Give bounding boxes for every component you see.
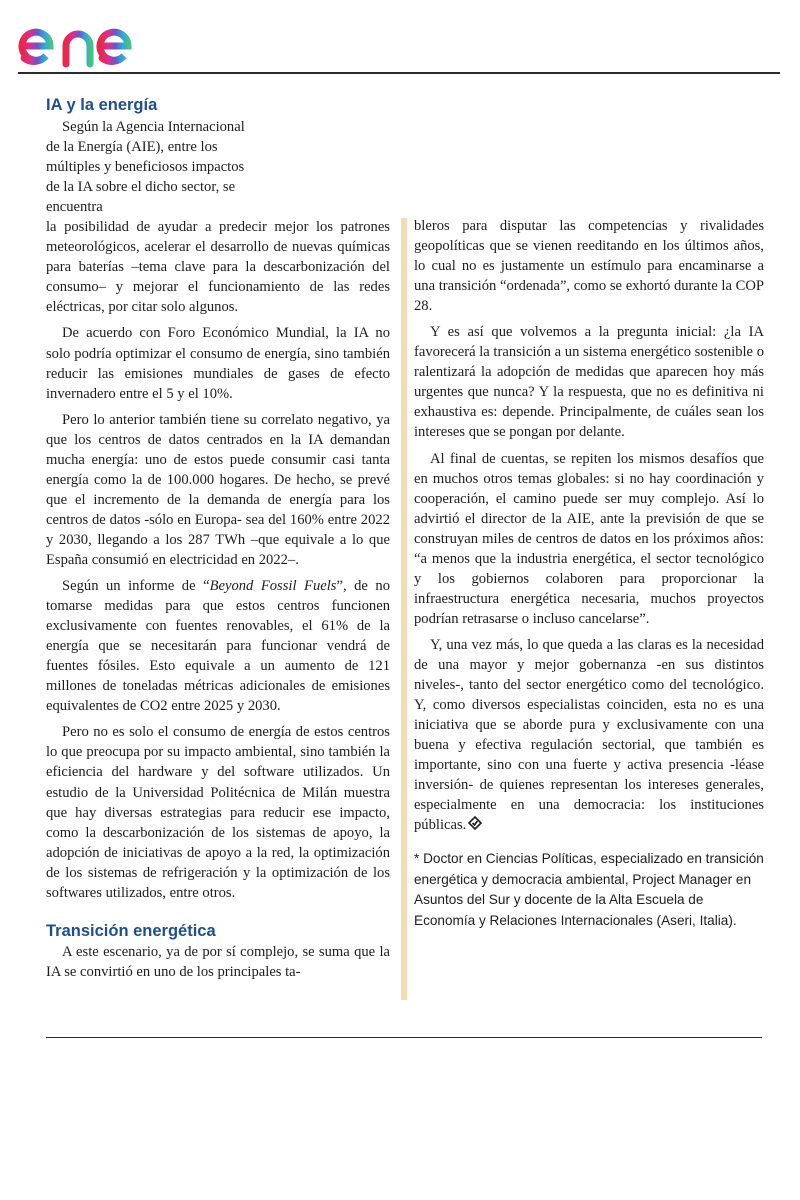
- paragraph-gobernanza-text: Y, una vez más, lo que queda a las claras es la necesidad de una mayor y mejor gobernanza -en sus distintos niveles-, tanto del sector energético como del tecnológico. Y, como diversos especialistas coinciden, esta no es una iniciativa que se aborde pura y exclusivamente con una buena y efectiva regulación sectorial, que también es importante, sino con una fuerte y activa presencia -léase inversión- de quienes representan los intereses generales, especialmente en una democracia: los instituciones públicas.: [414, 636, 764, 834]
- paragraph-desafios: Al final de cuentas, se repiten los mismos desafíos que en muchos otros temas globales: si no hay coordinación y cooperación, el camino puede ser muy complejo. Así lo advirtió el director de la AIE, ante la previsión de que se construyan miles de centros de datos en los próximos años: “a menos que la industria energética, el sector tecnológico y los gobiernos colaboren para proporcionar la infraestructura energética necesaria, muchos proyectos podrían retrasarse o incluso cancelarse”.: [414, 450, 764, 627]
- author-footnote: * Doctor en Ciencias Políticas, especializado en transición energética y democracia ambiental, Project Manager en Asuntos del Sur y docente de la Alta Escuela de Economía y Relaciones Internacionales (Aseri, Italia).: [414, 851, 764, 928]
- left-column: [46, 95, 390, 988]
- enel-logo: [16, 8, 172, 70]
- paragraph-beyond-fossil-fuels: [46, 576, 390, 716]
- right-column: [414, 216, 764, 931]
- section-heading-ia-energia: IA y la energía: [46, 96, 158, 114]
- paragraph-gobernanza: [414, 635, 764, 835]
- paragraph-foro-economico: De acuerdo con Foro Económico Mundial, la IA no solo podría optimizar el consumo de energía, sino también reducir las emisiones mundiales de gases de efecto invernadero entre el 5 y el 10%.: [46, 325, 390, 402]
- section-heading-transicion: Transición energética: [46, 921, 216, 940]
- paragraph-escenario: A este escenario, ya de por sí complejo, se suma que la IA se convirtió en uno de los principales ta-: [46, 943, 390, 980]
- footer-rule: [46, 1037, 762, 1038]
- paragraph-pregunta-inicial: Y es así que volvemos a la pregunta inicial: ¿la IA favorecerá la transición a un sistema energético sostenible o ralentizará la adopción de medidas que aparecen hoy más urgentes que nunca? Y la respuesta, que no es definitiva ni exhaustiva es: depende. Principalmente, de cuáles sean los intereses que se pongan por delante.: [414, 324, 764, 441]
- paragraph-tableros: bleros para disputar las competencias y rivalidades geopolíticas que se vienen reeditando en los últimos años, lo cual no es justamente un estímulo para encaminarse a una transición “ordenada”, como se exhortó durante la COP 28.: [414, 218, 764, 315]
- paragraph-eficiencia-hardware: Pero no es solo el consumo de energía de estos centros lo que preocupa por su impacto ambiental, sino también la eficiencia del hardware y del software utilizados. Un estudio de la Universidad Politécnica de Milán muestra que hay diversas estrategias para reducir ese impacto, como la descarbonización de los sistemas de apoyo, la adopción de iniciativas de apoyo a la red, la optimización de los sistemas de refrigeración y la optimización de los softwares utilizados, entre otros.: [46, 724, 390, 901]
- end-of-article-icon: [468, 816, 482, 830]
- paragraph-intro: Según la Agencia Internacional de la Energía (AIE), entre los múltiples y beneficiosos impactos de la IA sobre el dicho sector, se encuentra: [46, 119, 245, 216]
- report-title: Beyond Fossil Fuels: [209, 578, 337, 595]
- column-divider-bar: [401, 218, 407, 1000]
- report-text-before: Según un informe de “: [62, 578, 210, 595]
- paragraph-centros-datos: Pero lo anterior también tiene su correlato negativo, ya que los centros de datos centrados en la IA demandan mucha energía: uno de estos puede consumir casi tanta energía como la de 100.000 hogares. De hecho, se prevé que el incremento de la demanda de energía para los centros de datos -sólo en Europa- sea del 160% entre 2022 y 2030, llegando a los 287 TWh –que equivale a lo que España consumió en electricidad en 2022–.: [46, 411, 390, 568]
- paragraph-intro-continued: la posibilidad de ayudar a predecir mejor los patrones meteorológicos, acelerar el desarrollo de nuevas químicas para baterías –tema clave para la descarbonización del consumo– y mejorar el funcionamiento de las redes eléctricas, por citar solo algunos.: [46, 219, 390, 316]
- header-rule: [18, 72, 780, 74]
- report-text-after: ”, de no tomarse medidas para que estos centros funcionen exclusivamente con fuentes renovables, el 61% de la energía que se necesitarán para funcionar vendrá de fuentes fósiles. Esto equivale a un aumento de 121 millones de toneladas métricas adicionales de emisiones equivalentes de CO2 entre 2025 y 2030.: [46, 578, 390, 715]
